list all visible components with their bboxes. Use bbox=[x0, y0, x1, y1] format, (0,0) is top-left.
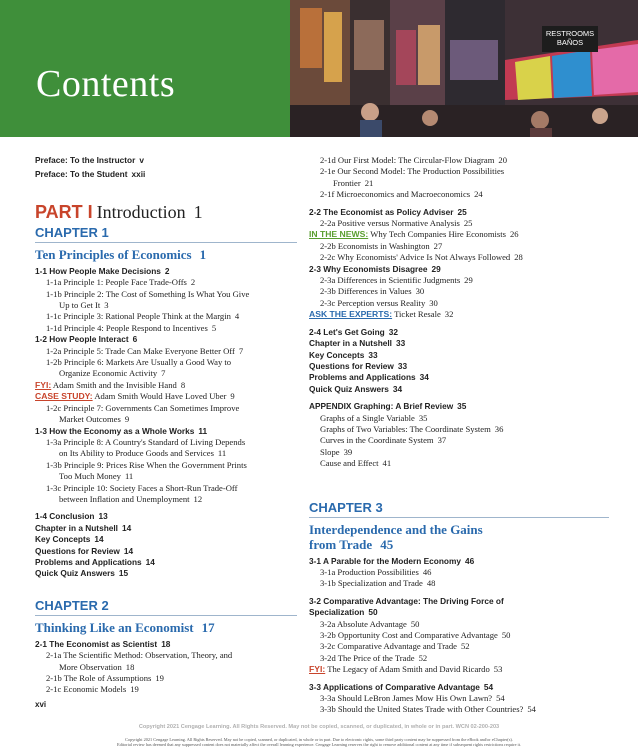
chapter-3-title[interactable] bbox=[309, 522, 609, 552]
subsection-entry[interactable] bbox=[309, 424, 609, 435]
page-number: 54 bbox=[527, 704, 536, 715]
page-number: 32 bbox=[388, 326, 398, 337]
entry-text: Up to Get It bbox=[59, 300, 101, 311]
copyright-line: Copyright 2021 Cengage Learning. All Rights Reserved. May not be copied, scanned, or duplicated, in whole or in part. Due to electronic rights, some third party content may be suppressed from the eBook and/or eChapter(s). bbox=[125, 737, 513, 742]
section-entry[interactable] bbox=[35, 534, 297, 545]
subsection-entry[interactable] bbox=[309, 630, 609, 641]
entry-text: Questions for Review bbox=[35, 545, 120, 556]
entry-text: Graphs of Two Variables: The Coordinate System bbox=[320, 423, 491, 434]
page-title: Contents bbox=[36, 63, 176, 105]
page-number: 26 bbox=[509, 229, 519, 240]
page-number: 37 bbox=[437, 435, 447, 446]
section-entry[interactable] bbox=[35, 546, 297, 557]
entry-text: Adam Smith Would Have Loved Uber bbox=[94, 391, 227, 402]
page-number: 5 bbox=[211, 322, 217, 333]
subsection-entry[interactable] bbox=[309, 641, 609, 652]
page-number: 18 bbox=[161, 638, 171, 649]
section-entry[interactable] bbox=[35, 511, 297, 522]
page-number: 33 bbox=[397, 360, 408, 371]
preface-label: Preface: To the Instructor bbox=[35, 155, 136, 165]
entry-text: 1-1c Principle 3: Rational People Think at the Margin bbox=[46, 311, 231, 322]
subsection-entry[interactable] bbox=[309, 619, 609, 630]
section-entry[interactable] bbox=[309, 372, 609, 383]
page-number: xxii bbox=[131, 169, 146, 180]
page-number: 9 bbox=[230, 391, 235, 402]
subsection-entry[interactable] bbox=[309, 189, 609, 200]
subsection-entry[interactable] bbox=[309, 166, 609, 177]
feature-tag: CASE STUDY: bbox=[35, 391, 93, 402]
entry-text: 1-2b Principle 6: Markets Are Usually a Good Way to bbox=[46, 357, 232, 368]
section-entry[interactable] bbox=[35, 426, 297, 437]
entry-text: 1-2c Principle 7: Governments Can Sometimes Improve bbox=[46, 402, 240, 413]
entry-text: 2-3a Differences in Scientific Judgments bbox=[320, 275, 461, 286]
page-number: 24 bbox=[474, 189, 483, 200]
chapter-1-title[interactable] bbox=[35, 247, 297, 262]
page-number: 11 bbox=[124, 471, 134, 482]
page-number: 33 bbox=[395, 338, 406, 349]
page-number: 53 bbox=[493, 664, 503, 675]
page-number: 30 bbox=[415, 286, 425, 297]
preface-label: Preface: To the Student bbox=[35, 169, 128, 180]
chapter-title-text: Ten Principles of Economics bbox=[35, 246, 192, 262]
chapter-2-label: CHAPTER 2 bbox=[35, 598, 297, 616]
section-entry[interactable] bbox=[35, 523, 297, 534]
page-number: 46 bbox=[465, 555, 475, 566]
entry-text: APPENDIX Graphing: A Brief Review bbox=[309, 401, 454, 412]
entry-text: Market Outcomes bbox=[59, 414, 121, 425]
page-number: 50 bbox=[368, 607, 378, 618]
page-number: 33 bbox=[368, 349, 378, 360]
section-entry[interactable] bbox=[309, 350, 609, 361]
subsection-entry-continued[interactable] bbox=[35, 494, 297, 505]
subsection-entry[interactable] bbox=[35, 323, 297, 334]
page-number: 12 bbox=[193, 493, 203, 504]
market-photo bbox=[290, 0, 638, 137]
entry-text: 2-2 The Economist as Policy Adviser bbox=[309, 206, 454, 217]
entry-text: 2-1f Microeconomics and Macroeconomics bbox=[320, 189, 471, 200]
ask-feature-entry[interactable] bbox=[309, 309, 609, 320]
page-number: 52 bbox=[461, 641, 470, 652]
page-number: 14 bbox=[121, 522, 132, 533]
page-number: 34 bbox=[392, 383, 403, 394]
page-number: 32 bbox=[444, 309, 454, 320]
subsection-entry[interactable] bbox=[309, 447, 609, 458]
subsection-entry[interactable] bbox=[309, 567, 609, 578]
entry-text: Quick Quiz Answers bbox=[309, 383, 389, 394]
entry-text: 2-2c Why Economists' Advice Is Not Always Followed bbox=[320, 252, 511, 263]
page-number: 8 bbox=[180, 379, 186, 390]
page-number: 48 bbox=[426, 578, 436, 589]
page-number: 36 bbox=[494, 423, 504, 434]
subsection-entry-continued[interactable] bbox=[35, 662, 297, 673]
entry-text: 2-1a The Scientific Method: Observation, Theory, and bbox=[46, 650, 233, 661]
entry-text: 3-3b Should the United States Trade with Other Countries? bbox=[320, 704, 524, 715]
page-number: 19 bbox=[155, 673, 164, 683]
entry-text: 3-1a Production Possibilities bbox=[320, 566, 419, 577]
page-number: 7 bbox=[238, 345, 244, 356]
case-feature-entry[interactable] bbox=[35, 391, 297, 402]
page-number: 29 bbox=[464, 275, 473, 286]
subsection-entry[interactable] bbox=[309, 286, 609, 297]
chapter-1-entries bbox=[35, 266, 297, 580]
news-feature-entry[interactable] bbox=[309, 229, 609, 240]
feature-tag: ASK THE EXPERTS: bbox=[309, 309, 393, 320]
chapter-page: 1 bbox=[199, 246, 207, 262]
chapter-2-title[interactable] bbox=[35, 620, 297, 635]
page-number: 15 bbox=[118, 568, 129, 579]
subsection-entry[interactable] bbox=[35, 403, 297, 414]
entry-text: 2-3 Why Economists Disagree bbox=[309, 263, 428, 274]
subsection-entry[interactable] bbox=[309, 704, 609, 715]
entry-text: 2-3b Differences in Values bbox=[320, 286, 412, 297]
subsection-entry[interactable] bbox=[35, 277, 297, 288]
page-number: 7 bbox=[161, 368, 166, 379]
subsection-entry[interactable] bbox=[35, 684, 297, 695]
entry-text: 2-3c Perception versus Reality bbox=[320, 297, 426, 308]
contents-right-column bbox=[309, 155, 609, 716]
header-banner bbox=[0, 0, 638, 137]
page-number: 35 bbox=[418, 412, 428, 423]
entry-text: 2-1b The Role of Assumptions bbox=[46, 673, 152, 683]
page-number: 54 bbox=[483, 681, 494, 692]
entry-text: 2-1 The Economist as Scientist bbox=[35, 638, 158, 649]
part-label: PART I bbox=[35, 201, 93, 222]
chapter-title-line: Interdependence and the Gains bbox=[309, 521, 483, 537]
subsection-entry[interactable] bbox=[309, 653, 609, 664]
entry-text: Why Tech Companies Hire Economists bbox=[370, 229, 506, 240]
section-entry[interactable] bbox=[309, 207, 609, 218]
preface-instructor[interactable] bbox=[35, 155, 297, 166]
subsection-entry[interactable] bbox=[309, 435, 609, 446]
entry-text: 1-4 Conclusion bbox=[35, 511, 95, 522]
subsection-entry[interactable] bbox=[309, 241, 609, 252]
entry-text: 3-3 Applications of Comparative Advantage bbox=[309, 681, 480, 692]
feature-tag: FYI: bbox=[309, 664, 326, 675]
entry-text: Graphs of a Single Variable bbox=[320, 412, 415, 423]
page-number: 25 bbox=[463, 218, 473, 229]
page-number: 2 bbox=[164, 265, 170, 276]
entry-text: 3-2c Comparative Advantage and Trade bbox=[320, 641, 457, 652]
entry-text: 1-2 How People Interact bbox=[35, 334, 129, 345]
section-entry[interactable] bbox=[35, 334, 297, 345]
entry-text: 2-1e Our Second Model: The Production Possibilities bbox=[320, 166, 505, 177]
entry-text: More Observation bbox=[59, 661, 122, 672]
section-entry[interactable] bbox=[35, 568, 297, 579]
subsection-entry[interactable] bbox=[35, 346, 297, 357]
subsection-entry[interactable] bbox=[35, 437, 297, 448]
entry-text: 1-3 How the Economy as a Whole Works bbox=[35, 425, 195, 436]
chapter-title-line: from Trade bbox=[309, 536, 373, 552]
page-number: 54 bbox=[496, 693, 505, 704]
entry-text: 1-2a Principle 5: Trade Can Make Everyone Better Off bbox=[46, 345, 235, 356]
page-number: 14 bbox=[94, 534, 104, 545]
page-number: 19 bbox=[130, 684, 139, 695]
subsection-entry[interactable] bbox=[35, 357, 297, 368]
entry-text: Chapter in a Nutshell bbox=[309, 338, 392, 349]
page-number: 25 bbox=[457, 206, 467, 217]
section-entry[interactable] bbox=[35, 639, 297, 650]
section-entry[interactable] bbox=[309, 264, 609, 275]
page-number: 6 bbox=[132, 334, 138, 345]
fyi-feature-entry[interactable] bbox=[35, 380, 297, 391]
entry-text: 2-1d Our First Model: The Circular-Flow Diagram bbox=[320, 155, 495, 165]
copyright-line: Editorial review has deemed that any suppressed content does not materially affect the overall learning experience. Cengage Learning reserves the right to remove additional content at any time if subsequent rights restrictions require it. bbox=[116, 742, 522, 747]
entry-text: between Inflation and Unemployment bbox=[59, 493, 190, 504]
page-number: 50 bbox=[410, 618, 420, 629]
subsection-entry[interactable] bbox=[309, 298, 609, 309]
subsection-entry[interactable] bbox=[309, 458, 609, 469]
page-number: 4 bbox=[234, 311, 240, 322]
chapter-3-label: CHAPTER 3 bbox=[309, 500, 609, 518]
subsection-entry-continued[interactable] bbox=[35, 471, 297, 482]
entry-text: 3-2 Comparative Advantage: The Driving Force of bbox=[309, 595, 504, 606]
entry-text: Key Concepts bbox=[309, 349, 365, 360]
subsection-entry[interactable] bbox=[35, 673, 297, 684]
page-number: 50 bbox=[501, 630, 511, 640]
entry-text: 1-1b Principle 2: The Cost of Something Is What You Give bbox=[46, 288, 250, 299]
page-number: 29 bbox=[431, 263, 441, 274]
entry-text: 3-2d The Price of the Trade bbox=[320, 652, 415, 663]
subsection-entry-continued[interactable] bbox=[35, 414, 297, 425]
entry-text: Organize Economic Activity bbox=[59, 368, 158, 379]
chapter-title-text: Thinking Like an Economist bbox=[35, 619, 194, 635]
feature-tag: FYI: bbox=[35, 379, 52, 390]
entry-text: Problems and Applications bbox=[309, 372, 416, 383]
section-entry[interactable] bbox=[309, 327, 609, 338]
page-number: 27 bbox=[433, 240, 443, 251]
page-number: 52 bbox=[418, 652, 428, 663]
section-entry[interactable] bbox=[309, 401, 609, 412]
entry-text: Questions for Review bbox=[309, 360, 394, 371]
section-entry[interactable] bbox=[309, 556, 609, 567]
section-entry[interactable] bbox=[309, 596, 609, 607]
folio: xvi bbox=[35, 700, 47, 709]
entry-text: Cause and Effect bbox=[320, 458, 379, 469]
fyi-feature-entry[interactable] bbox=[309, 664, 609, 675]
entry-text: 3-3a Should LeBron James Mow His Own Lawn? bbox=[320, 693, 493, 704]
subsection-entry-continued[interactable] bbox=[309, 178, 609, 189]
subsection-entry[interactable] bbox=[309, 413, 609, 424]
page-number: 14 bbox=[123, 545, 134, 556]
section-entry[interactable] bbox=[35, 266, 297, 277]
page-number: 11 bbox=[217, 448, 227, 459]
section-entry[interactable] bbox=[309, 361, 609, 372]
chapter-page: 17 bbox=[201, 619, 215, 635]
page-number: 28 bbox=[514, 252, 523, 263]
chapter-2-entries bbox=[35, 639, 297, 696]
page-number: 14 bbox=[145, 556, 155, 567]
page-number: 41 bbox=[382, 458, 392, 469]
page-number: 11 bbox=[198, 425, 208, 436]
entry-text: 1-1a Principle 1: People Face Trade-Offs bbox=[46, 277, 187, 288]
page-number: 35 bbox=[457, 401, 467, 412]
part-heading[interactable] bbox=[35, 201, 297, 223]
subsection-entry[interactable] bbox=[35, 289, 297, 300]
entry-text: Curves in the Coordinate System bbox=[320, 435, 434, 446]
entry-text: 1-1 How People Make Decisions bbox=[35, 265, 161, 276]
page-number: 9 bbox=[124, 414, 130, 425]
entry-text: 3-2b Opportunity Cost and Comparative Advantage bbox=[320, 630, 498, 640]
entry-text: Ticket Resale bbox=[394, 309, 441, 320]
entry-text: 2-4 Let's Get Going bbox=[309, 326, 385, 337]
entry-text: 1-3c Principle 10: Society Faces a Short-Run Trade-Off bbox=[46, 482, 238, 493]
subsection-entry[interactable] bbox=[309, 252, 609, 263]
entry-text: 2-1c Economic Models bbox=[46, 684, 127, 695]
entry-text: 2-2b Economists in Washington bbox=[320, 240, 430, 251]
entry-text: 3-1 A Parable for the Modern Economy bbox=[309, 555, 461, 566]
subsection-entry[interactable] bbox=[309, 218, 609, 229]
entry-text: The Legacy of Adam Smith and David Ricardo bbox=[327, 664, 490, 675]
entry-text: Chapter in a Nutshell bbox=[35, 522, 118, 533]
chapter-3-entries bbox=[309, 556, 609, 716]
section-entry[interactable] bbox=[309, 607, 609, 618]
subsection-entry-continued[interactable] bbox=[35, 300, 297, 311]
feature-tag: IN THE NEWS: bbox=[309, 229, 369, 240]
entry-text: 2-2a Positive versus Normative Analysis bbox=[320, 218, 460, 229]
entry-text: on Its Ability to Produce Goods and Services bbox=[59, 448, 214, 459]
entry-text: 3-1b Specialization and Trade bbox=[320, 578, 423, 589]
part-title: Introduction bbox=[96, 201, 186, 222]
entry-text: 3-2a Absolute Advantage bbox=[320, 618, 407, 629]
entry-text: Slope bbox=[320, 446, 340, 457]
copyright-watermark: Copyright 2021 Cengage Learning. All Rights Reserved. May not be copied, scanned, or duplicated, in whole or in part. WCN 02-200-203 bbox=[138, 724, 500, 730]
chapter-1-label: CHAPTER 1 bbox=[35, 225, 297, 243]
entry-text: Quick Quiz Answers bbox=[35, 568, 115, 579]
section-entry[interactable] bbox=[309, 384, 609, 395]
page-number: 30 bbox=[429, 297, 438, 308]
subsection-entry[interactable] bbox=[35, 483, 297, 494]
contents-left-column bbox=[35, 155, 297, 696]
page-number: v bbox=[139, 155, 144, 165]
page-number: 2 bbox=[190, 277, 196, 288]
page-number: 21 bbox=[364, 177, 374, 188]
subsection-entry[interactable] bbox=[35, 650, 297, 661]
restrooms-sign: RESTROOMS BAÑOS bbox=[542, 26, 598, 52]
page-number: 3 bbox=[104, 300, 109, 311]
section-entry[interactable] bbox=[309, 682, 609, 693]
subsection-entry[interactable] bbox=[309, 578, 609, 589]
page-number: 34 bbox=[419, 372, 429, 383]
section-entry[interactable] bbox=[309, 338, 609, 349]
page-number: 46 bbox=[422, 566, 432, 577]
entry-text: Too Much Money bbox=[59, 471, 121, 482]
entry-text: Specialization bbox=[309, 607, 365, 618]
entry-text: Frontier bbox=[333, 177, 361, 188]
part-page: 1 bbox=[193, 201, 203, 222]
page-number: 39 bbox=[343, 446, 353, 457]
preface-student[interactable] bbox=[35, 169, 297, 180]
subsection-entry[interactable] bbox=[35, 311, 297, 322]
copyright-notice bbox=[0, 737, 638, 747]
subsection-entry[interactable] bbox=[309, 275, 609, 286]
entry-text: Problems and Applications bbox=[35, 556, 142, 567]
entry-text: 1-3b Principle 9: Prices Rise When the Government Prints bbox=[46, 459, 247, 470]
chapter-2-continued-entries bbox=[309, 155, 609, 470]
subsection-entry-continued[interactable] bbox=[35, 448, 297, 459]
subsection-entry-continued[interactable] bbox=[35, 368, 297, 379]
subsection-entry[interactable] bbox=[309, 155, 609, 166]
entry-text: 1-1d Principle 4: People Respond to Incentives bbox=[46, 322, 208, 333]
page-number: 18 bbox=[125, 661, 135, 672]
entry-text: Adam Smith and the Invisible Hand bbox=[52, 379, 177, 390]
entry-text: 1-3a Principle 8: A Country's Standard of Living Depends bbox=[46, 436, 246, 447]
entry-text: Key Concepts bbox=[35, 534, 91, 545]
page-number: 13 bbox=[98, 511, 108, 522]
page-number: 20 bbox=[498, 155, 507, 165]
chapter-page: 45 bbox=[380, 536, 394, 552]
subsection-entry[interactable] bbox=[35, 460, 297, 471]
subsection-entry[interactable] bbox=[309, 693, 609, 704]
section-entry[interactable] bbox=[35, 557, 297, 568]
